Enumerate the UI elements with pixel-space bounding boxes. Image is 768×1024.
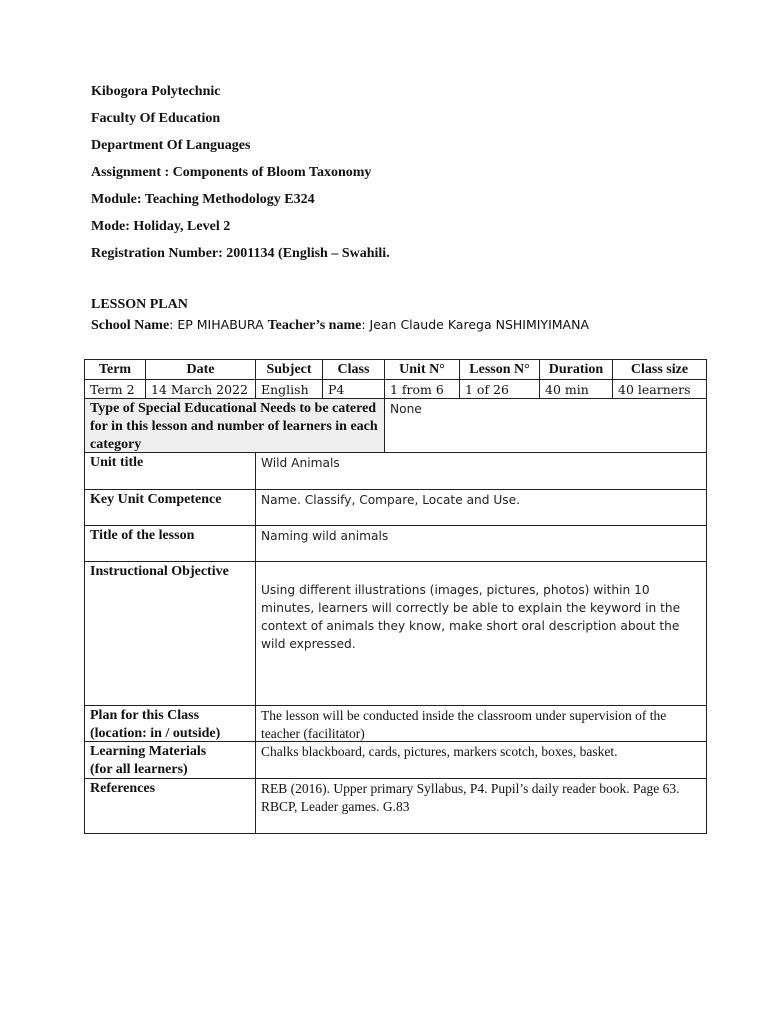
lesson-title-row [85, 525, 706, 561]
special-needs-row [85, 398, 706, 452]
department-name: Department Of Languages [91, 138, 251, 153]
table-header-row [85, 360, 706, 379]
table-values-row [85, 379, 706, 398]
header-unit: Unit N° [384, 360, 459, 379]
school-name-label: School Name [91, 318, 170, 333]
school-name-value: : EP MIHABURA [169, 317, 268, 332]
header-term: Term [98, 362, 132, 377]
header-class: Class [322, 360, 384, 379]
objective-row [85, 561, 706, 705]
materials-label-line2: (for all learners) [90, 762, 188, 777]
value-term: Term 2 [90, 382, 135, 397]
value-unit: 1 from 6 [384, 380, 459, 398]
materials-value: Chalks blackboard, cards, pictures, markers scotch, boxes, basket. [255, 742, 706, 778]
references-label: References [90, 781, 156, 796]
references-row [85, 778, 706, 833]
school-teacher-line [91, 316, 589, 335]
value-class: P4 [322, 380, 384, 398]
header-duration: Duration [539, 360, 612, 379]
header-lesson: Lesson N° [459, 360, 539, 379]
plan-value: The lesson will be conducted inside the classroom under supervision of the teacher (facilitator) [255, 706, 706, 741]
objective-label: Instructional Objective [90, 564, 229, 579]
key-competence-label: Key Unit Competence [90, 492, 222, 507]
lesson-plan-title: LESSON PLAN [91, 297, 188, 312]
header-class-size: Class size [612, 360, 706, 379]
plan-label-line1: Plan for this Class [90, 708, 200, 723]
materials-label-line1: Learning Materials [90, 744, 207, 759]
header-subject: Subject [255, 360, 322, 379]
key-competence-row [85, 489, 706, 525]
lesson-title-value: Naming wild animals [255, 526, 706, 561]
assignment-line: Assignment : Components of Bloom Taxonomy [91, 165, 372, 180]
registration-line: Registration Number: 2001134 (English – Swahili. [91, 246, 390, 261]
value-subject: English [255, 380, 322, 398]
teacher-name-value: : Jean Claude Karega NSHIMIYIMANA [361, 317, 589, 332]
lesson-plan-table [84, 359, 707, 834]
unit-title-value: Wild Animals [255, 453, 706, 489]
value-date: 14 March 2022 [145, 380, 255, 398]
value-lesson: 1 of 26 [459, 380, 539, 398]
unit-title-row [85, 452, 706, 489]
unit-title-label: Unit title [90, 455, 144, 470]
module-line: Module: Teaching Methodology E324 [91, 192, 315, 207]
special-needs-value: None [384, 399, 706, 452]
plan-row [85, 705, 706, 741]
plan-label [85, 706, 255, 741]
header-date: Date [145, 360, 255, 379]
objective-value: Using different illustrations (images, pictures, photos) within 10 minutes, learners will correctly be able to explain the keyword in the context of animals they know, make short oral description about the wild expressed. [255, 562, 706, 705]
teacher-name-label: Teacher’s name [267, 318, 362, 333]
plan-label-line2: (location: in / outside) [90, 726, 221, 741]
faculty-name: Faculty Of Education [91, 111, 221, 126]
value-duration: 40 min [539, 380, 612, 398]
materials-label [85, 742, 255, 778]
institution-name: Kibogora Polytechnic [91, 84, 221, 99]
key-competence-value: Name. Classify, Compare, Locate and Use. [255, 490, 706, 525]
lesson-title-label: Title of the lesson [90, 528, 195, 543]
references-value: REB (2016). Upper primary Syllabus, P4. Pupil’s daily reader book. Page 63. RBCP, Leader games. G.83 [255, 779, 706, 833]
value-class-size: 40 learners [612, 380, 706, 398]
mode-line: Mode: Holiday, Level 2 [91, 219, 231, 234]
materials-row [85, 741, 706, 778]
special-needs-label: Type of Special Educational Needs to be catered for in this lesson and number of learners in each category [85, 399, 384, 452]
